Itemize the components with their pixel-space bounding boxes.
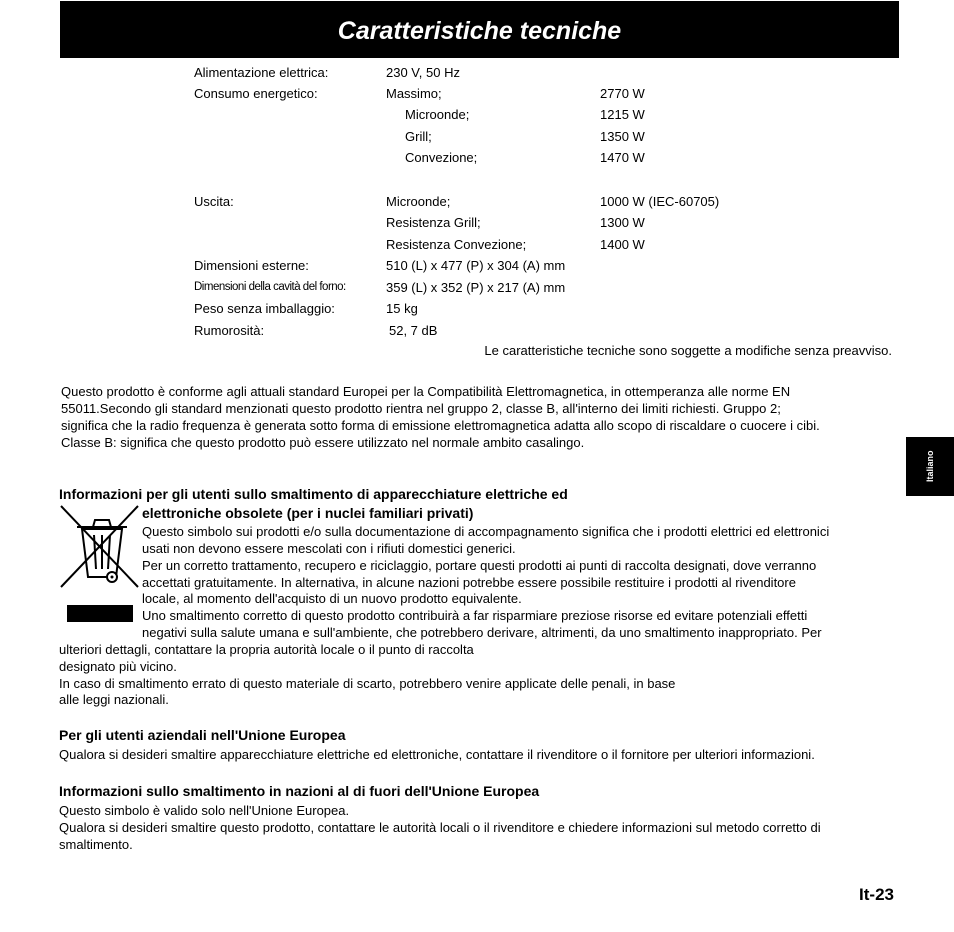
outside-eu-line: Qualora si desideri smaltire questo prodotto, contattare le autorità locali o il rivenditore e chiedere informazioni sul metodo corretto di (59, 820, 821, 835)
language-tab-label: Italiano (925, 450, 935, 483)
page-number: It-23 (859, 885, 894, 904)
consumo-name: Massimo; (386, 86, 442, 101)
disposal-line: designato più vicino. (59, 659, 177, 674)
disposal-line: Per un corretto trattamento, recupero e riciclaggio, portare questi prodotti ai punti di raccolta designati, dove verranno (142, 558, 817, 573)
business-heading: Per gli utenti aziendali nell'Unione Europea (59, 727, 346, 743)
spec-value-dim-cavita: 359 (L) x 352 (P) x 217 (A) mm (386, 280, 566, 295)
spec-label-rumorosita: Rumorosità: (194, 323, 265, 338)
disposal-line: Questo simbolo sui prodotti e/o sulla documentazione di accompagnamento significa che i prodotti elettrici ed elettronici (142, 524, 830, 539)
disposal-heading-2: elettroniche obsolete (per i nuclei familiari privati) (142, 505, 474, 521)
uscita-value: 1000 W (IEC-60705) (600, 194, 720, 209)
disposal-line: Uno smaltimento corretto di questo prodotto contribuirà a far risparmiare preziose risorse ed evitare potenziali effetti (142, 608, 808, 623)
outside-eu-heading: Informazioni sullo smaltimento in nazioni al di fuori dell'Unione Europea (59, 783, 540, 799)
disposal-line: usati non devono essere mescolati con i rifiuti domestici generici. (142, 541, 516, 556)
uscita-value: 1400 W (600, 237, 645, 252)
consumo-name: Microonde; (405, 107, 470, 122)
disposal-line: ulteriori dettagli, contattare la propria autorità locale o il punto di raccolta (59, 642, 474, 657)
bin-underline-bar (67, 605, 133, 622)
business-text: Qualora si desideri smaltire apparecchiature elettriche ed elettroniche, contattare il rivenditore o il fornitore per ulteriori informazioni. (59, 747, 815, 762)
emc-line: Classe B: significa che questo prodotto può essere utilizzato nel normale ambito casalingo. (61, 435, 585, 450)
consumo-value: 1350 W (600, 129, 645, 144)
uscita-name: Resistenza Grill; (386, 215, 481, 230)
emc-line: 55011.Secondo gli standard menzionati questo prodotto rientra nel gruppo 2, classe B, all'interno dei limiti richiesti. Gruppo 2; (61, 401, 781, 416)
specs-note: Le caratteristiche tecniche sono soggette a modifiche senza preavviso. (484, 343, 892, 358)
page-title: Caratteristiche tecniche (337, 17, 622, 45)
disposal-line: locale, al momento dell'acquisto di un nuovo prodotto equivalente. (142, 591, 522, 606)
disposal-line: negativi sulla salute umana e sull'ambiente, che potrebbero derivare, altrimenti, da uno smaltimento inappropriato. Per (142, 625, 822, 640)
spec-label-alimentazione: Alimentazione elettrica: (194, 65, 329, 80)
spec-value-alimentazione: 230 V, 50 Hz (386, 65, 460, 80)
disposal-line: alle leggi nazionali. (59, 692, 169, 707)
crossed-bin-icon (60, 505, 140, 589)
spec-value-rumorosita: 52, 7 dB (389, 323, 438, 338)
consumo-value: 1215 W (600, 107, 645, 122)
spec-label-consumo: Consumo energetico: (194, 86, 318, 101)
disposal-line: accettati gratuitamente. In alternativa, in alcune nazioni potrebbe essere possibile restituire i prodotti al rivenditore (142, 575, 796, 590)
consumo-name: Grill; (405, 129, 432, 144)
outside-eu-line: Questo simbolo è valido solo nell'Unione Europea. (59, 803, 350, 818)
consumo-value: 2770 W (600, 86, 645, 101)
language-tab (906, 437, 954, 496)
disposal-heading: Informazioni per gli utenti sullo smaltimento di apparecchiature elettriche ed (59, 486, 568, 502)
spec-label-peso: Peso senza imballaggio: (194, 301, 335, 316)
spec-label-uscita: Uscita: (194, 194, 234, 209)
uscita-name: Microonde; (386, 194, 451, 209)
spec-value-dim-esterne: 510 (L) x 477 (P) x 304 (A) mm (386, 258, 566, 273)
emc-line: Questo prodotto è conforme agli attuali standard Europei per la Compatibilità Elettromagnetica, in ottemperanza alle norme EN (61, 384, 791, 399)
consumo-name: Convezione; (405, 150, 478, 165)
consumo-value: 1470 W (600, 150, 645, 165)
emc-line: significa che la radio frequenza è generata sotto forma di emissione elettromagnetica adatta allo scopo di riscaldare o cuocere i cibi. (61, 418, 820, 433)
disposal-line: In caso di smaltimento errato di questo materiale di scarto, potrebbero venire applicate delle penali, in base (59, 676, 676, 691)
outside-eu-line: smaltimento. (59, 837, 133, 852)
uscita-name: Resistenza Convezione; (386, 237, 527, 252)
spec-label-dim-cavita: Dimensioni della cavità del forno: (194, 281, 346, 293)
spec-label-dim-esterne: Dimensioni esterne: (194, 258, 309, 273)
title-bar (60, 1, 899, 58)
uscita-value: 1300 W (600, 215, 645, 230)
spec-value-peso: 15 kg (386, 301, 418, 316)
